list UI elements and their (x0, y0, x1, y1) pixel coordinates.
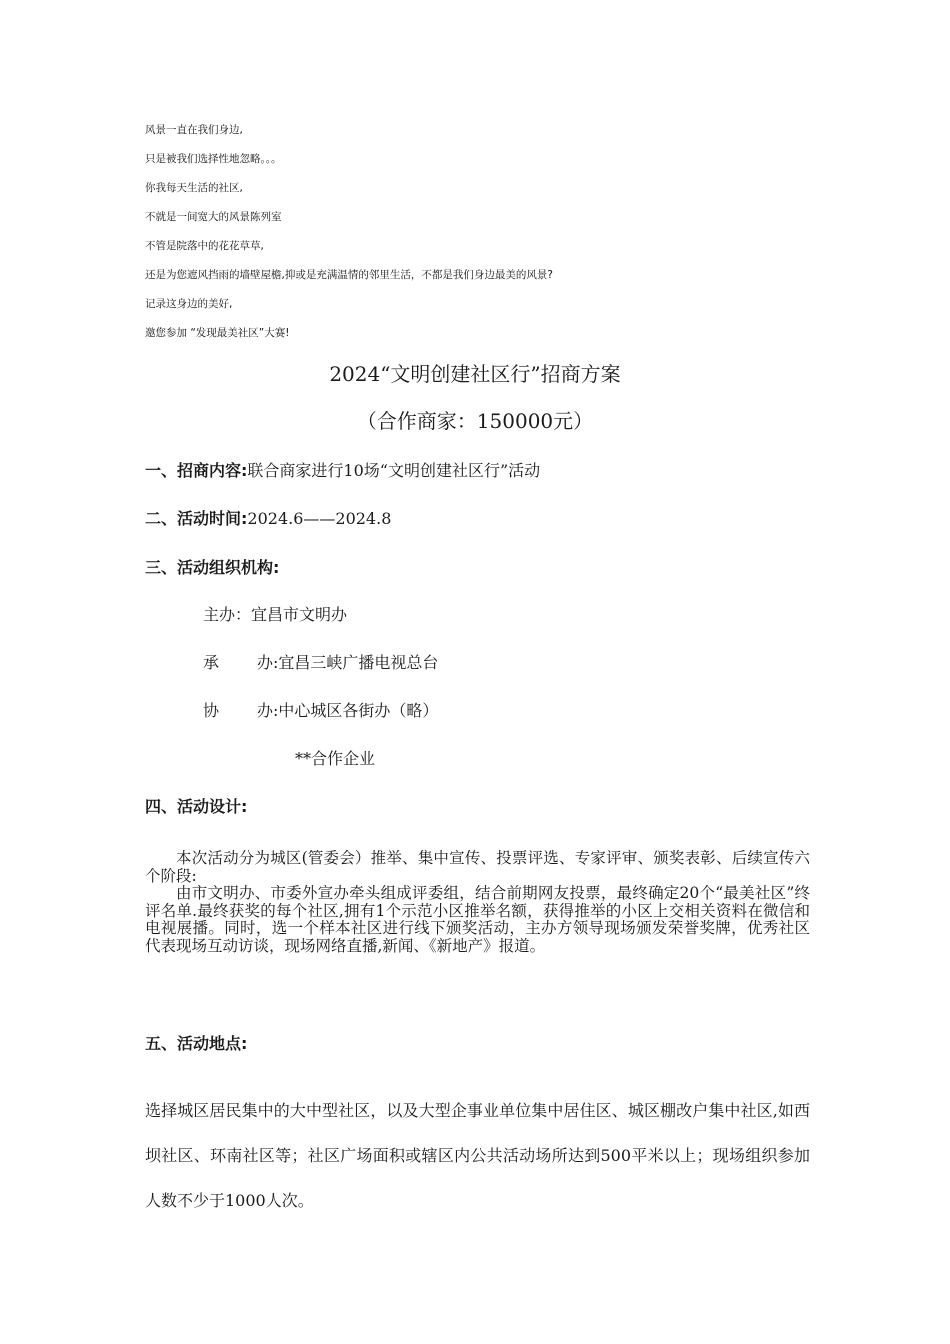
section-4 (145, 794, 247, 817)
intro-line: 不管是院落中的花花草草, (145, 240, 264, 252)
organizer-assist-text: 办:中心城区各街办（略） (257, 701, 439, 720)
organizer-assist (203, 698, 438, 721)
section-5-heading: 五、活动地点: (145, 1034, 248, 1053)
intro-line: 你我每天生活的社区, (145, 182, 243, 194)
organizer-assist-label: 协 (203, 701, 220, 720)
section-5 (145, 1031, 247, 1054)
section-4-heading: 四、活动设计: (145, 797, 248, 816)
intro-poem (145, 120, 553, 352)
section-2 (145, 506, 391, 529)
section-2-text: 2024.6——2024.8 (247, 509, 392, 528)
intro-line: 不就是一间宽大的风景陈列室 (145, 211, 282, 223)
intro-line: 只是被我们选择性地忽略。。。 (145, 153, 282, 165)
organizer-undertake (203, 650, 438, 673)
section-2-heading: 二、活动时间: (145, 509, 248, 528)
section-3-heading: 三、活动组织机构: (145, 558, 280, 577)
organizer-undertake-label: 承 (203, 653, 220, 672)
organizer-undertake-text: 办:宜昌三峡广播电视总台 (257, 653, 439, 672)
organizer-host: 主办：宜昌市文明办 (203, 605, 348, 624)
intro-line: 记录这身边的美好, (145, 298, 233, 310)
document-subtitle: （合作商家：150000元） (356, 409, 594, 433)
organizer-partner: **合作企业 (295, 749, 376, 768)
design-paragraph-1: 本次活动分为城区(管委会）推举、集中宣传、投票评选、专家评审、颁奖表彰、后续宣传六个阶段: (145, 849, 810, 885)
section-1 (145, 458, 540, 481)
intro-line: 风景一直在我们身边, (145, 124, 243, 136)
intro-line: 邀您参加 “发现最美社区”大赛! (145, 327, 290, 339)
activity-location-text: 选择城区居民集中的大中型社区，以及大型企事业单位集中居住区、城区棚改户集中社区,如西坝社区、环南社区等；社区广场面积或辖区内公共活动场所达到500平米以上；现场组织参加人数不少于1000人次。 (145, 1101, 810, 1210)
section-3 (145, 555, 279, 578)
intro-line: 还是为您遮风挡雨的墙壁屋檐,抑或是充满温情的邻里生活，不都是我们身边最美的风景? (145, 269, 553, 281)
activity-design (145, 850, 810, 955)
section-1-heading: 一、招商内容: (145, 461, 248, 480)
design-paragraph-2: 由市文明办、市委外宣办牵头组成评委组，结合前期网友投票，最终确定20个“最美社区”终评名单.最终获奖的每个社区,拥有1个示范小区推举名额，获得推举的小区上交相关资料在微信和电视展播。同时，选一个样本社区进行线下颁奖活动，主办方领导现场颁发荣誉奖牌，优秀社区代表现场互动访谈，现场网络直播,新闻、《新地产》报道。 (145, 884, 810, 955)
document-title: 2024“文明创建社区行”招商方案 (329, 362, 621, 386)
section-1-text: 联合商家进行10场“文明创建社区行”活动 (247, 461, 541, 480)
